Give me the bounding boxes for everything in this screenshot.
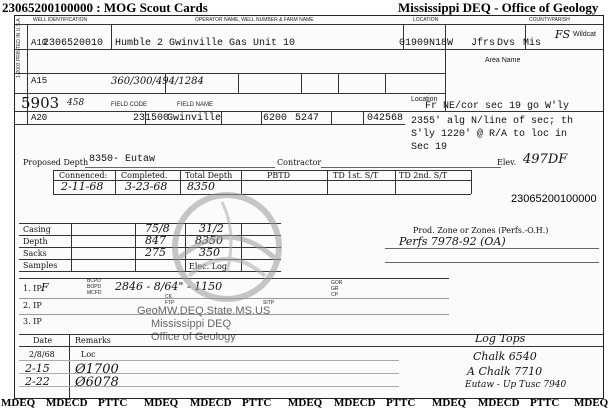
sacks-2: 350 [199, 246, 220, 259]
side-print-text: 1-2003 PRINTED IN U.S.A. [16, 16, 22, 78]
footer-banner [0, 396, 610, 412]
elev-label: Elev. [497, 158, 517, 167]
remark-text-2: Ø1700 [75, 362, 119, 377]
remarks-date-label: Date [33, 336, 53, 345]
scout-card [14, 15, 604, 399]
proposed-depth-label: Proposed Depth [23, 158, 89, 167]
remark-date-1: 2/8/68 [29, 350, 55, 359]
ip-1-flag: F [41, 281, 49, 294]
ip-2-label: 2. IP [23, 301, 42, 310]
col-total-depth: Total Depth [185, 171, 233, 180]
row-code-a15: A15 [31, 76, 48, 86]
ip-code-ck: CK [165, 294, 172, 300]
field-value-1: 6200 [263, 113, 288, 124]
log-top-1: Chalk 6540 [473, 350, 537, 363]
footer-item: MDECD [46, 397, 88, 409]
col-completed: Completed. [121, 171, 168, 180]
field-code-value: 231500 [133, 113, 170, 124]
footer-item: MDEQ [432, 397, 467, 409]
field-value-3: 042568 [367, 113, 404, 124]
footer-item: MDEQ [1, 397, 36, 409]
depth-1: 847 [145, 234, 166, 247]
col-td-2nd: TD 2nd. S/T [399, 171, 448, 180]
stamp-number: 5903 [21, 94, 60, 112]
prod-zone-value: Perfs 7978-92 (OA) [399, 235, 506, 248]
field-name-value: Gwinville [167, 113, 222, 124]
location-label: LOCATION [413, 17, 439, 23]
remark-text-1: Loc [81, 350, 96, 359]
footer-item: PTTC [530, 397, 560, 409]
location-line-2: 2355' alg N/line of sec; th [411, 116, 574, 127]
remark-date-3: 2-22 [25, 375, 50, 388]
footer-item: MDEQ [144, 397, 179, 409]
ip-code-cp: CP [331, 292, 338, 298]
remark-date-2: 2-15 [25, 362, 50, 375]
ip-code-sitp: SITP [263, 300, 275, 306]
well-formation: Jfrs [471, 38, 496, 49]
watermark-line-1: GeoMW.DEQ.State.MS.US [137, 305, 271, 317]
ip-code-ftp: FTP [165, 300, 175, 306]
agency-title: Mississippi DEQ - Office of Geology [398, 0, 599, 15]
log-top-3: Eutaw - Up Tusc 7940 [465, 380, 567, 390]
ip-code-mcfd: MCFD [87, 290, 102, 296]
operator-well-name: Humble 2 Gwinville Gas Unit 10 [115, 38, 296, 49]
log-top-2: A Chalk 7710 [467, 365, 543, 378]
footer-item: PTTC [386, 397, 416, 409]
sacks-label: Sacks [23, 249, 47, 258]
casing-2: 31/2 [199, 222, 224, 235]
location-line-4: Sec 19 [411, 142, 448, 153]
samples-label: Samples [23, 261, 58, 270]
footer-item: PTTC [98, 397, 128, 409]
row-code-a10: A10 [31, 38, 48, 48]
document-id-title: 23065200100000 : MOG Scout Cards [2, 0, 208, 15]
field-code-label: FIELD CODE [111, 102, 148, 108]
elev-value: 497DF [523, 152, 568, 167]
depth-2: 8350 [195, 234, 223, 247]
well-id-label: WELL IDENTIFICATION [33, 17, 88, 23]
col-pbtd: PBTD [267, 171, 291, 180]
remarks-label: Remarks [75, 336, 111, 345]
area-name-label: Area Name [485, 57, 521, 64]
ip-1-label: 1. IP [23, 284, 42, 293]
watermark-seal-icon [127, 192, 327, 312]
watermark-line-2: Mississippi DEQ [151, 318, 232, 330]
footer-item: MDECD [334, 397, 376, 409]
ip-code-bopd: BOPD [87, 284, 102, 290]
casing-1: 75/8 [145, 222, 170, 235]
field-value-2: 5247 [295, 113, 320, 124]
contractor-label: Contractor [277, 158, 322, 167]
col-td-1st: TD 1st. S/T [333, 171, 379, 180]
operator-label: OPERATOR NAME, WELL NUMBER & FARM NAME [195, 17, 314, 23]
field-name-label: FIELD NAME [177, 102, 214, 108]
api-number: 2306520010 [43, 38, 104, 49]
well-state: Mis [523, 38, 542, 49]
elec-log-label: Elec. Log [189, 262, 227, 271]
location-line-3: S'ly 1220' @ R/A to loc in [411, 129, 568, 140]
api-right: 23065200100000 [511, 193, 597, 205]
row-code-a20: A20 [31, 113, 48, 123]
well-location: 01909N18W [399, 38, 454, 49]
footer-item: MDECD [478, 397, 520, 409]
depth-label: Depth [23, 237, 48, 246]
footer-item: MDEQ [288, 397, 323, 409]
ip-3-label: 3. IP [23, 317, 42, 326]
completed-date: 3-23-68 [125, 180, 168, 193]
location-section-label: Location [411, 96, 438, 103]
well-class: Dvs [497, 38, 516, 49]
casing-label: Casing [23, 225, 51, 234]
well-tag: FS [555, 28, 571, 41]
ip-code-gr: GR [331, 286, 339, 292]
log-tops-title: Log Tops [475, 332, 526, 345]
col-commenced: Connenced: [59, 171, 108, 180]
sacks-1: 275 [145, 246, 166, 259]
ip-1-values: 2846 - 8/64" - 1150 [115, 280, 223, 293]
stamp-sub: 458 [67, 98, 85, 108]
proposed-depth-value: 8350- Eutaw [89, 154, 156, 165]
commenced-date: 2-11-68 [61, 180, 104, 193]
watermark-line-3: Office of Geology [151, 331, 236, 343]
footer-item: MDEQ [574, 397, 609, 409]
wildcat-label: Wildcat [573, 31, 596, 38]
footer-item: PTTC [242, 397, 272, 409]
a15-values: 360/300/494/1284 [111, 76, 204, 87]
location-line-1: Fr NE/cor sec 19 go W'ly [425, 101, 570, 112]
footer-item: MDECD [190, 397, 232, 409]
ip-code-gor: GOR [331, 280, 343, 286]
ip-code-bcpd: BCPD [87, 278, 101, 284]
prod-zone-label: Prod. Zone or Zones (Perfs.-O.H.) [413, 226, 549, 235]
county-label: COUNTY/PARISH [529, 17, 570, 23]
total-depth-value: 8350 [187, 180, 215, 193]
remark-text-3: Ø6078 [75, 375, 119, 390]
